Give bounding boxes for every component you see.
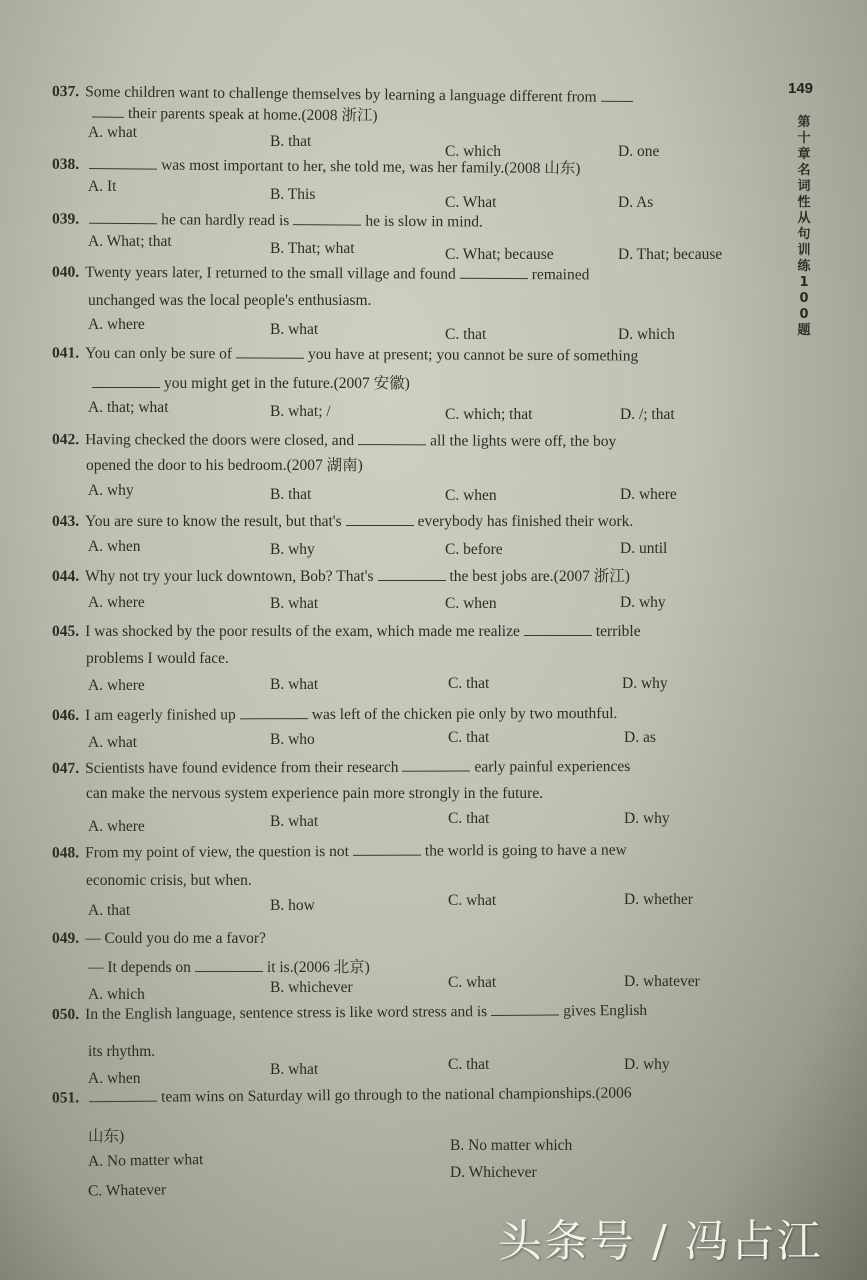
question-number: 043. [52,513,80,530]
question-number: 051. [51,1089,80,1107]
answer-blank [92,103,124,118]
option-a: A. when [88,1070,141,1087]
question-text: Scientists have found evidence from their research [85,758,399,777]
answer-blank [601,87,633,102]
question-text: was left of the chicken pie only by two mouthful. [311,705,618,724]
question-text: all the lights were off, the boy [430,432,617,450]
question-number: 037. [51,82,80,101]
question-text: Having checked the doors were closed, and [85,431,355,450]
question-number: 050. [51,1005,80,1024]
option-d: D. whether [624,891,693,908]
option-d: D. why [624,1056,670,1073]
question-text: can make the nervous system experience pain more strongly in the future. [86,785,544,802]
option-b: B. No matter which [450,1137,573,1154]
answer-blank [346,511,414,526]
answer-blank [293,210,361,225]
option-a: A. why [88,482,134,499]
question-text: You are sure to know the result, but that's [85,513,342,530]
question-number: 047. [51,759,80,778]
option-b: B. That; what [270,240,355,257]
option-a: A. What; that [88,233,172,250]
option-b: B. what [270,676,319,693]
option-a: A. It [88,178,117,195]
question-text: 山东) [88,1128,125,1145]
question-text: You can only be sure of [85,344,233,363]
question-text: remained [531,266,590,284]
option-d: D. which [618,326,675,343]
option-d: D. where [620,486,677,503]
option-c: C. which [445,143,501,160]
option-a: A. that [88,902,131,919]
option-a: A. what [88,734,138,751]
option-c: C. which; that [445,406,533,423]
watermark-text: 头条号 / 冯占江 [498,1216,823,1267]
option-c: C. what [448,974,497,991]
question-text: he is slow in mind. [365,212,483,231]
option-d: D. one [618,143,660,160]
answer-blank [240,704,308,719]
option-d: D. As [618,194,654,211]
option-b: B. what [270,1061,319,1078]
option-c: C. What [445,194,497,211]
question-number: 042. [51,431,80,449]
question-text: — It depends on [88,959,191,976]
option-b: B. what [270,813,319,830]
question-number: 040. [51,263,80,281]
option-b: B. This [270,186,316,203]
question-text: From my point of view, the question is not [85,842,349,862]
answer-blank [402,757,470,772]
question-text: In the English language, sentence stress is like word stress and is [85,1003,488,1023]
option-a: A. which [88,986,145,1003]
option-d: D. until [620,540,668,557]
chapter-side-title: 第十章 名词性从句训练100题 [797,115,811,338]
question-text: economic crisis, but when. [86,872,252,889]
option-b: B. who [270,731,315,748]
option-c: C. that [445,326,487,343]
question-text: I am eagerly finished up [85,706,236,724]
question-text: everybody has finished their work. [417,513,634,530]
answer-blank [89,1087,157,1103]
option-d: D. as [624,729,656,746]
question-text: was most important to her, she told me, was her family.(2008 山东) [161,156,581,178]
option-c: C. that [448,675,490,692]
option-a: A. when [88,538,141,555]
answer-blank [378,566,446,581]
option-c: C. before [445,541,503,558]
option-a: A. where [88,818,145,835]
question-number: 046. [51,706,80,724]
question-text: the best jobs are.(2007 浙江) [449,568,630,585]
option-b: B. why [270,541,315,558]
answer-blank [358,430,426,445]
answer-blank [89,154,157,170]
option-d: D. Whichever [450,1164,537,1181]
answer-blank [195,957,263,972]
option-c: C. that [448,1056,490,1073]
answer-blank [460,264,528,279]
answer-blank [353,841,421,856]
option-b: B. what; / [270,403,331,420]
option-a: A. where [88,677,145,694]
question-text: you might get in the future.(2007 安徽) [164,375,410,392]
option-c: C. that [448,810,490,827]
question-text: I was shocked by the poor results of the exam, which made me realize [85,623,520,640]
option-d: D. why [624,810,670,827]
question-text: Some children want to challenge themselves by learning a language different from [85,83,597,106]
question-text: terrible [595,623,641,640]
option-a: A. where [88,316,145,333]
option-c: C. Whatever [87,1181,167,1200]
answer-blank [89,209,157,224]
option-b: B. what [270,321,319,338]
question-text: he can hardly read is [161,211,290,230]
option-b: B. that [270,133,312,150]
question-number: 039. [51,210,80,228]
question-number: 048. [51,844,80,862]
option-a: A. No matter what [87,1150,204,1171]
question-text: their parents speak at home.(2008 浙江) [127,104,378,125]
answer-blank [491,1001,559,1016]
question-text: Why not try your luck downtown, Bob? That's [85,568,374,585]
question-number: 049. [52,930,80,947]
answer-blank [524,621,592,636]
question-text: opened the door to his bedroom.(2007 湖南) [86,457,363,474]
question-text: early painful experiences [474,757,631,776]
question-text: the world is going to have a new [424,841,627,860]
option-a: A. where [88,594,145,611]
question-text: it is.(2006 北京) [266,959,370,976]
option-c: C. when [445,595,497,612]
question-text: unchanged was the local people's enthusiasm. [88,292,372,309]
answer-blank [236,343,304,358]
question-number: 045. [52,623,80,640]
question-text: team wins on Saturday will go through to the national championships.(2006 [161,1084,632,1106]
option-b: B. that [270,486,312,503]
question-text: gives English [563,1001,648,1020]
question-number: 038. [51,155,80,173]
question-text: you have at present; you cannot be sure of something [308,345,639,365]
page-number: 149 [788,80,814,97]
option-a: A. what [88,124,138,141]
option-c: C. what [448,892,497,909]
option-d: D. whatever [624,973,700,990]
option-b: B. whichever [270,979,353,996]
option-c: C. when [445,487,497,504]
option-c: C. that [448,729,490,746]
option-c: C. What; because [445,246,554,263]
option-b: B. what [270,595,319,612]
question-number: 041. [51,344,80,362]
option-a: A. that; what [88,399,169,416]
question-text: — Could you do me a favor? [85,930,266,947]
option-b: B. how [270,897,315,914]
option-d: D. why [620,594,666,611]
answer-blank [92,373,160,388]
question-text: Twenty years later, I returned to the small village and found [85,263,456,283]
option-d: D. That; because [618,246,723,263]
question-text: its rhythm. [88,1043,156,1060]
option-d: D. /; that [620,406,675,423]
option-d: D. why [622,675,668,692]
question-number: 044. [52,568,80,585]
question-text: problems I would face. [86,650,229,667]
